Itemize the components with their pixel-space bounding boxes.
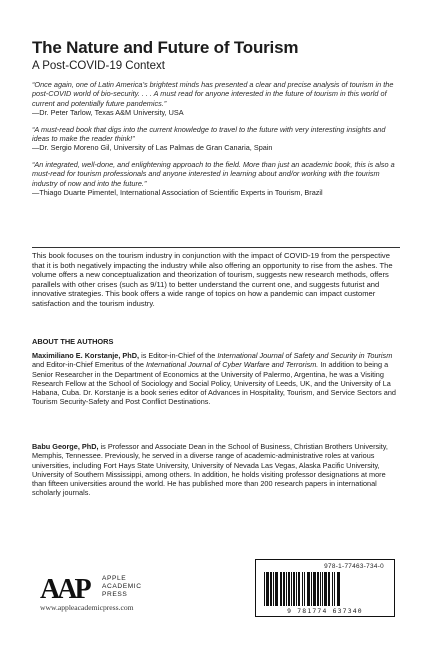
- endorsements: [32, 80, 402, 204]
- isbn-number: 978-1-77463-734-0: [324, 563, 384, 570]
- journal-title: International Journal of Safety and Security in Tourism: [217, 351, 393, 360]
- endorsement-attribution: —Dr. Peter Tarlow, Texas A&M University, USA: [32, 108, 184, 118]
- barcode-bar: [288, 572, 290, 606]
- barcode-bar: [334, 572, 335, 606]
- about-authors-heading: ABOUT THE AUTHORS: [32, 337, 114, 346]
- author-bio-george: [32, 442, 400, 498]
- author-bio-korstanje: [32, 351, 400, 407]
- barcode-bar: [296, 572, 297, 606]
- endorsement-text: “A must-read book that digs into the current knowledge to travel to the future with very interesting insights and ideas to make the reader think!”: [32, 124, 386, 144]
- endorsement-text: “Once again, one of Latin America’s brightest minds has presented a clear and precise analysis of tourism in the post-COVID world of bio-security. . . . A must read for anyone interested in the future of tourism in this world of current and potentially future pandemics.”: [32, 80, 394, 108]
- bio-text: is Editor-in-Chief of the: [139, 351, 218, 360]
- endorsement-attribution: —Thiago Duarte Pimentel, International Association of Scientific Experts in Tourism, Brazil: [32, 188, 323, 198]
- barcode-bar: [307, 572, 310, 606]
- publisher-name: [102, 575, 142, 599]
- barcode-icon: [262, 572, 390, 606]
- barcode-bar: [332, 572, 333, 606]
- barcode-bar: [280, 572, 282, 606]
- barcode-bar: [337, 572, 340, 606]
- publisher-name-line: PRESS: [102, 591, 128, 598]
- barcode-bar: [322, 572, 323, 606]
- logo-mark-text: AAP: [40, 574, 89, 601]
- aap-logo-icon: [40, 573, 100, 601]
- barcode-bar: [302, 572, 303, 606]
- barcode-bar: [304, 572, 305, 606]
- publisher-name-line: ACADEMIC: [102, 583, 142, 590]
- barcode-bar: [275, 572, 278, 606]
- barcode-bar: [264, 572, 265, 606]
- barcode-digits: 9 781774 637340: [287, 607, 363, 615]
- publisher-name-line: APPLE: [102, 575, 127, 582]
- barcode-bar: [313, 572, 316, 606]
- barcode-bar: [291, 572, 292, 606]
- barcode-bar: [324, 572, 327, 606]
- publisher-website[interactable]: www.appleacademicpress.com: [40, 603, 134, 612]
- endorsement-text: “An integrated, well-done, and enlightening approach to the field. More than just an academic book, this is also a must-read for tourism professionals and anyone interested in learning about and/or working with the tourism industry of now and into the future.”: [32, 159, 395, 188]
- endorsement: [32, 160, 402, 198]
- isbn-barcode: [255, 559, 395, 617]
- bio-text: is Professor and Associate Dean in the School of Business, Christian Brothers University, Memphis, Tennessee. Previously, he served in a diverse range of academic-administrative roles at various universities, including Fort Hays State University, University of Nevada Las Vegas, Alaska Pacific University, University of Southern Mississippi, among others. In addition, he holds visiting professor designations at more than fifteen universities around the world. He has published more than 200 research papers in international scholarly journals.: [32, 442, 388, 498]
- barcode-bar: [286, 572, 287, 606]
- journal-title: International Journal of Cyber Warfare and Terrorism.: [145, 360, 319, 370]
- bio-text: In addition to being a Senior Researcher in the Department of Economics at the University of Palermo, Argentina, he was a Visiting Research Fellow at the School of Sociology and Social Policy, University of Leeds, UK, and the University of La Habana, Cuba. Dr. Korstanje is a book series editor of Advances in Hospitality, Tourism, and Service Sectors and Tourism Security-Safety and Post Conflict Destinations.: [32, 360, 396, 407]
- bio-text: and Editor-in-Chief Emeritus of the: [32, 360, 146, 370]
- barcode-bar: [298, 572, 300, 606]
- endorsement: [32, 125, 402, 153]
- barcode-bar: [317, 572, 319, 606]
- barcode-bar: [273, 572, 274, 606]
- book-subtitle: A Post-COVID-19 Context: [32, 60, 165, 72]
- author-name: Maximiliano E. Korstanje, PhD,: [32, 351, 140, 360]
- endorsement-attribution: —Dr. Sergio Moreno Gil, University of Las Palmas de Gran Canaria, Spain: [32, 143, 273, 153]
- barcode-bar: [270, 572, 272, 606]
- book-description: This book focuses on the tourism industry in conjunction with the impact of COVID-19 from the perspective that it is both negatively impacting the industry while also offering an opportunity to rise from the ashes. The volume offers a new conceptualization and theorization of tourism, suggests new research methods, offers parallels with other crises (such as 9/11) to better understand the current one, and suggests futurist and innovative strategies. This book offers a wide range of topics on how a pandemic can impact customer satisfaction and the tourism industry.: [32, 251, 393, 308]
- author-name: Babu George, PhD,: [32, 442, 99, 451]
- book-title: The Nature and Future of Tourism: [32, 38, 299, 57]
- barcode-bar: [328, 572, 330, 606]
- barcode-bar: [293, 572, 295, 606]
- endorsement: [32, 80, 402, 118]
- barcode-bar: [266, 572, 269, 606]
- barcode-bar: [320, 572, 321, 606]
- divider: [32, 247, 400, 248]
- barcode-bar: [283, 572, 285, 606]
- barcode-bar: [311, 572, 312, 606]
